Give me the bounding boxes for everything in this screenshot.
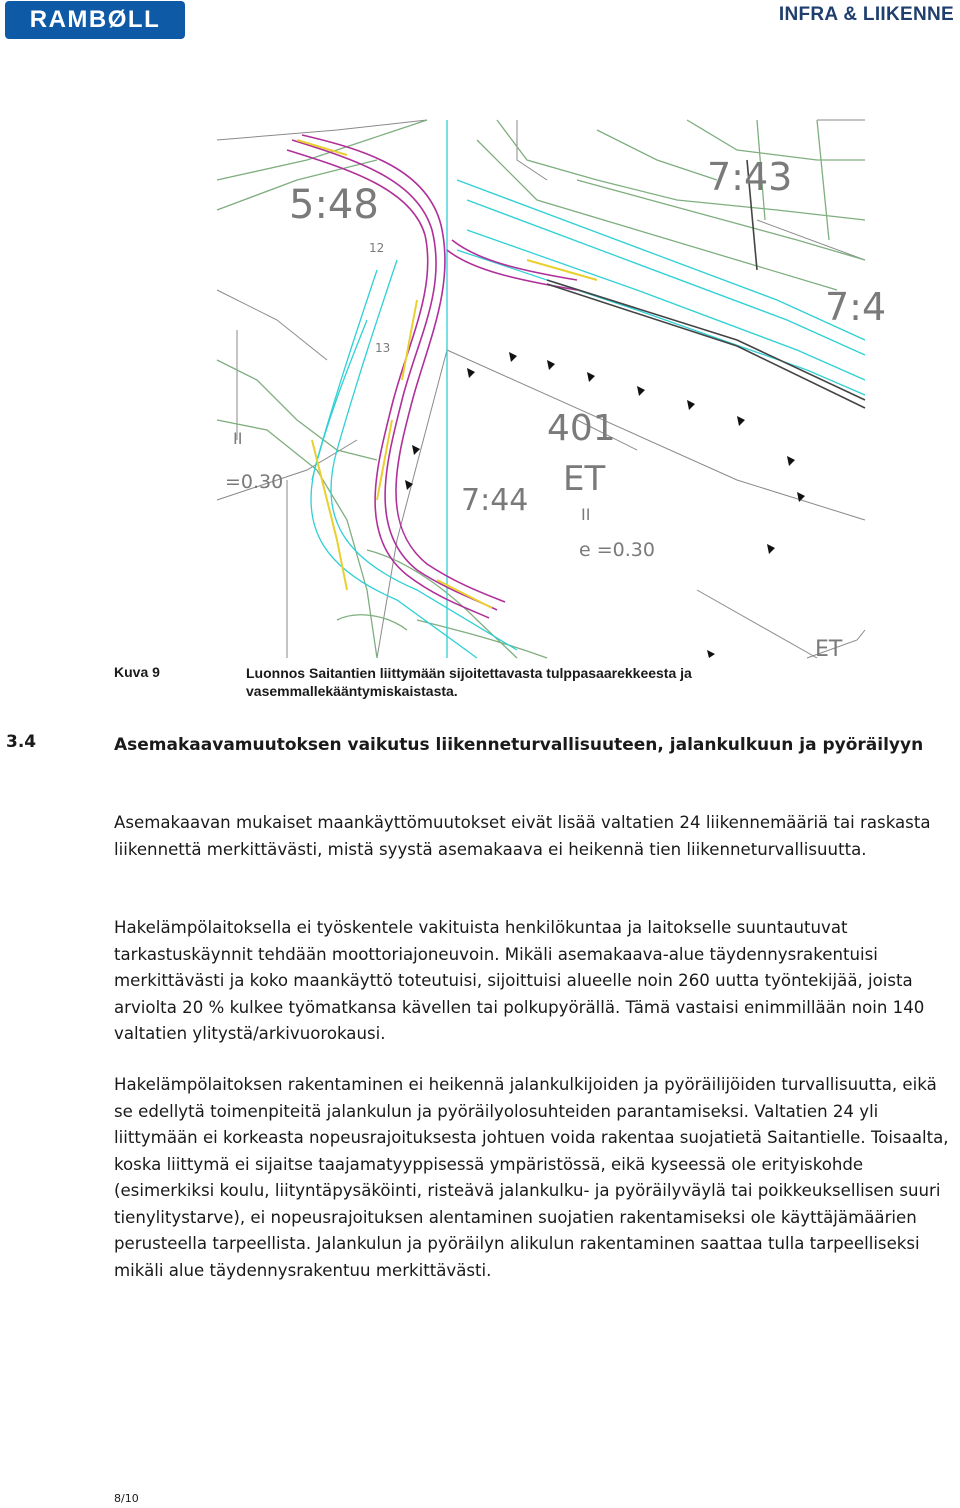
map-label-num-13: 13	[375, 341, 391, 355]
map-label-block-e: 401	[547, 408, 616, 449]
map-label-num-12: 12	[369, 241, 385, 255]
map-label-zone-ii-b: II	[581, 505, 591, 524]
paragraph-2: Hakelämpölaitoksella ei työskentele vakituista henkilökuntaa ja laitokselle suuntautuvat tarkastuskäynnit tehdään moottoriajoneuvoin. Mikäli asemakaava-alue täydennysrakentuisi merkittävästi ja koko maankäyttö toteutuisi, sijoittuisi alueelle noin 260 uutta työntekijää, joista arviolta 20 % kulkee työmatkansa kävellen tai polkupyörällä. Tämä vastaisi enimmillään noin 140 valtatien ylitystä/arkivuorokausi.	[114, 918, 925, 1043]
map-label-block-a: 5:48	[289, 182, 379, 228]
map-label-e-value-b: e =0.30	[579, 539, 655, 561]
map-label-e-value-a: =0.30	[225, 471, 284, 493]
section-label: INFRA & LIIKENNE	[778, 4, 954, 25]
road-plan-drawing	[217, 120, 887, 662]
plan-cyan-lines	[311, 120, 865, 658]
ramboll-logo	[5, 1, 185, 39]
map-label-et-corner: ET	[815, 637, 843, 662]
map-label-block-d: 7:44	[461, 483, 529, 518]
map-label-block-c: 7:4	[825, 285, 887, 329]
road-plan-svg	[217, 120, 887, 662]
section-number: 3.4	[6, 732, 37, 752]
paragraph-1: Asemakaavan mukaiset maankäyttömuutokset eivät lisää valtatien 24 liikennemääriä tai raskasta liikennettä merkittävästi, mistä syystä asemakaava ei heikennä tien liikenneturvallisuutta.	[114, 813, 931, 859]
figure-caption-text: Luonnos Saitantien liittymään sijoitettavasta tulppasaarekkeesta ja vasemmallekääntymiskaistasta.	[246, 665, 692, 699]
page-number: 8/10	[114, 1492, 139, 1505]
section-title: Asemakaavamuutoksen vaikutus liikenneturvallisuuteen, jalankulkuun ja pyöräilyyn	[114, 735, 924, 755]
logo-text: RAMBØLL	[29, 6, 161, 33]
map-label-zone-ii-a: II	[233, 429, 243, 448]
map-label-block-b: 7:43	[707, 155, 793, 199]
paragraph-3: Hakelämpölaitoksen rakentaminen ei heikennä jalankulkijoiden ja pyöräilijöiden turvallisuutta, eikä se edellytä toimenpiteitä jalankulun ja pyöräilyolosuhteiden parantamiseksi. Valtatien 24 yli liittymään ei korkeasta nopeusrajoituksesta johtuen voida rakentaa suojatietä Saitantielle. Toisaalta, koska liittymä ei sijaitse taajamatyyppisessä ympäristössä, eikä kyseessä ole erityiskohde (esimerkiksi koulu, liityntäpysäköinti, risteävä jalankulku- ja pyöräilyväylä tai poikkeuksellisen suuri tienylitystarve), ei nopeusrajoituksen alentaminen suojatien rakentamiseksi ole käyttäjämäärien perusteella tarpeellista. Jalankulun ja pyöräilyn alikulun rakentaminen saattaa tulla tarpeelliseksi mikäli alue täydennysrakentuu merkittävästi.	[114, 1075, 949, 1280]
figure-caption-label: Kuva 9	[114, 664, 160, 680]
map-label-block-f: ET	[563, 459, 606, 499]
